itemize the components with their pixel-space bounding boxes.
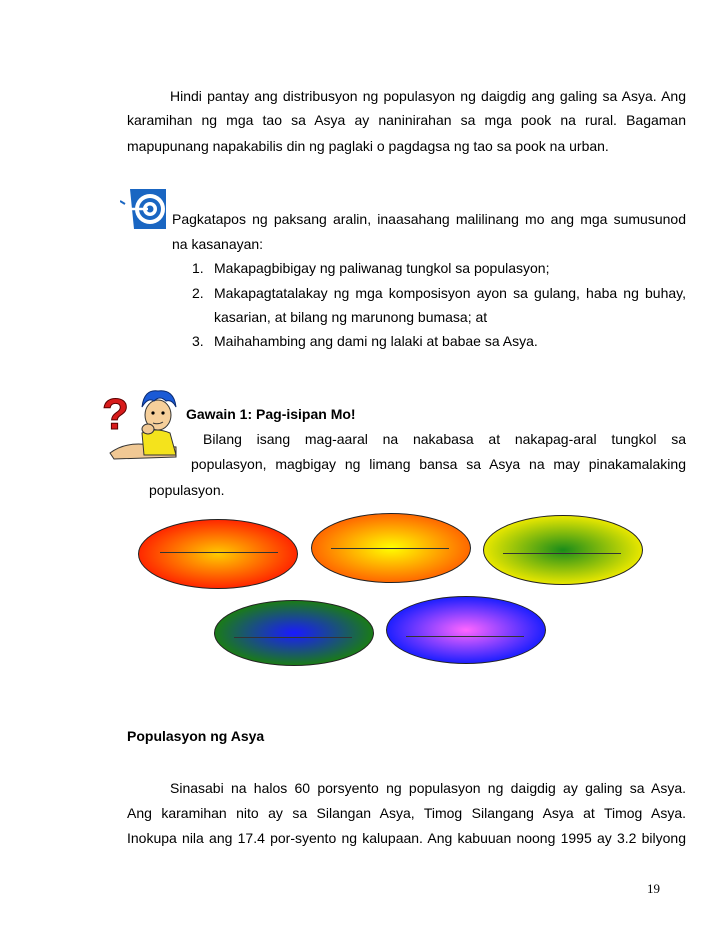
- objective-item-3: 3. Maihahambing ang dami ng lalaki at babae sa Asya.: [192, 333, 538, 349]
- objective-item-2: 2. Makapagtatalakay ng mga komposisyon ayon sa gulang, haba ng buhay,: [192, 285, 686, 301]
- activity-line-1: Bilang isang mag-aaral na nakabasa at nakapag-aral tungkol sa: [203, 431, 686, 447]
- objective-item-2-cont: kasarian, at bilang ng marunong bumasa; at: [214, 309, 488, 325]
- activity-line-2: populasyon, magbigay ng limang bansa sa Asya na may pinakamalaking: [191, 456, 686, 472]
- objective-item-1: 1. Makapagbibigay ng paliwanag tungkol sa populasyon;: [192, 260, 550, 276]
- section-line-1: Sinasabi na halos 60 porsyento ng populasyon ng daigdig ay galing sa Asya.: [170, 780, 686, 796]
- intro-line-2: karamihan ng mga tao sa Asya ay naninirahan sa mga pook na rural. Bagaman: [127, 112, 686, 128]
- answer-blank-5[interactable]: [406, 636, 524, 637]
- answer-blank-3[interactable]: [503, 553, 621, 554]
- answer-blank-2[interactable]: [331, 548, 449, 549]
- activity-title: Gawain 1: Pag-isipan Mo!: [186, 406, 356, 422]
- intro-line-3: mapupunang napakabilis din ng paglaki o pagdagsa ng tao sa pook na urban.: [127, 138, 609, 154]
- intro-line-1: Hindi pantay ang distribusyon ng populasyon ng daigdig ang galing sa Asya. Ang: [170, 88, 686, 104]
- svg-text:?: ?: [102, 390, 129, 439]
- answer-blank-1[interactable]: [160, 552, 278, 553]
- objectives-lead-2: na kasanayan:: [172, 236, 264, 252]
- activity-line-3: populasyon.: [149, 482, 225, 498]
- answer-oval-1[interactable]: [138, 519, 298, 589]
- objectives-lead-1: Pagkatapos ng paksang aralin, inaasahang malilinang mo ang mga sumusunod: [172, 211, 686, 227]
- answer-oval-4[interactable]: [214, 600, 374, 666]
- answer-blank-4[interactable]: [234, 637, 352, 638]
- thinking-student-icon: [96, 383, 188, 463]
- page-number: 19: [647, 881, 660, 896]
- section-heading: Populasyon ng Asya: [127, 728, 265, 744]
- answer-oval-5[interactable]: [386, 596, 546, 664]
- answer-oval-3[interactable]: [483, 515, 643, 585]
- target-icon: [120, 187, 168, 231]
- section-line-3: Inokupa nila ang 17.4 por-syento ng kalupaan. Ang kabuuan noong 1995 ay 3.2 bilyong: [127, 830, 686, 846]
- section-line-2: Ang karamihan nito ay sa Silangan Asya, Timog Silangang Asya at Timog Asya.: [127, 805, 686, 821]
